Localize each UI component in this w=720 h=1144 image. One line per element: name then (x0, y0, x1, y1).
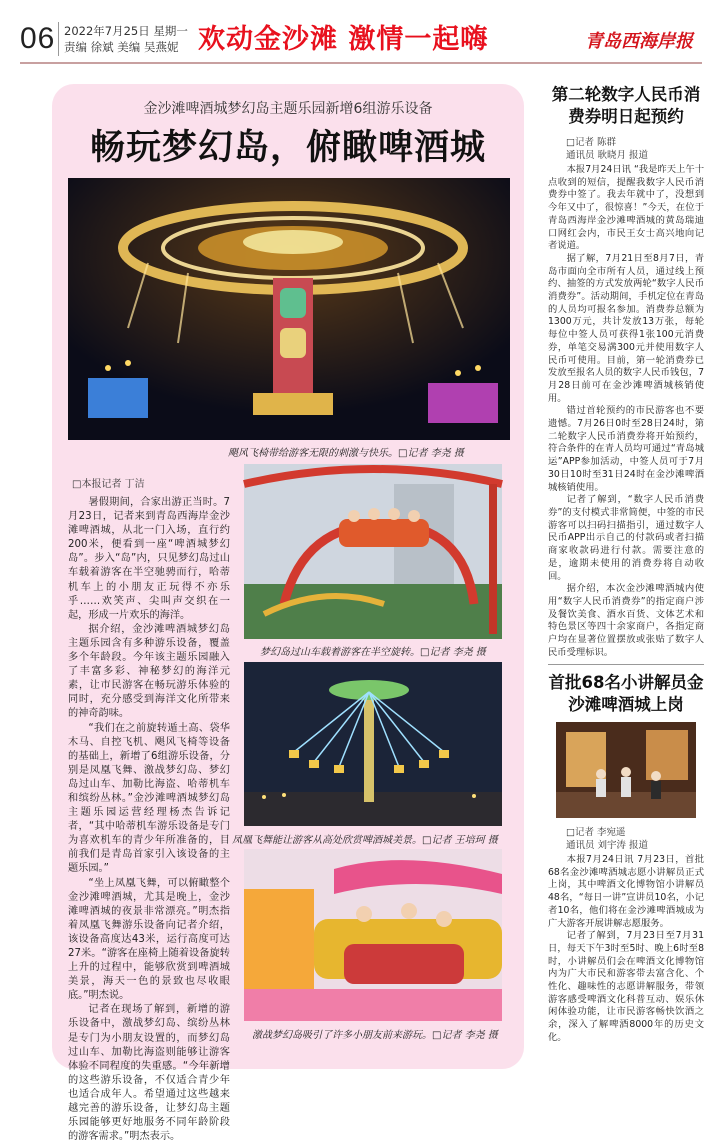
photo-roller-coaster (244, 464, 502, 639)
feature-panel (52, 84, 524, 1143)
article2-byline-correspondent: 通讯员 刘宇涛 报道 (566, 840, 649, 851)
article1-paragraph: 据介绍，本次金沙滩啤酒城内使用“数字人民币消费券”的指定商户涉及餐饮美食、酒水百货、文体艺术和特色景区等四十余家商户，各指定商户均在显著位置摆放或张贴了数字人民币受理标识。 (548, 583, 704, 658)
photo1-caption: 飓风飞椅带给游客无限的刺激与快乐。□记者 李尧 摄 (228, 448, 464, 459)
column-divider (548, 664, 704, 665)
article-digital-rmb (548, 84, 704, 659)
newspaper-masthead-logo: 青岛西海岸报 (585, 31, 693, 52)
article1-paragraph: 记者了解到，“数字人民币消费券”的支付模式非常简便，中签的市民游客可以扫码扫描指引，通过数字人民币APP出示自己的付款码或者扫描商家收款码进行付款。需要注意的是，逾期未使用的消费券将自动收回。 (548, 494, 704, 582)
article1-paragraph: 错过首轮预约的市民游客也不要遗憾。7月26日0时至28日24时，第二轮数字人民币消费券将开始预约，符合条件的在青人员均可通过“青岛城运”APP参加活动，中签人员可于7月30日10时至31日24时在金沙滩啤酒城核销使用。 (548, 405, 704, 493)
photo2-caption: 梦幻岛过山车载着游客在半空旋转。□记者 李尧 摄 (260, 647, 486, 658)
article1-headline: 第二轮数字人民币消费券明日起预约 (551, 85, 701, 126)
young-guides-illustration (556, 722, 696, 818)
date-line: 2022年7月25日 星期一 (64, 24, 188, 38)
article-young-guides (548, 672, 704, 1045)
photo-swing-ride (68, 178, 510, 440)
article2-paragraph: 本报7月24日讯 7月23日，首批68名金沙滩啤酒城志愿小讲解员正式上岗，其中啤酒文化博物馆小讲解员48名，“每日一讲”宣讲员10名，小记者10名，他们将在金沙滩啤酒城成为广大游客开展讲解志愿服务。 (548, 854, 704, 929)
photo3-caption: 凤凰飞舞能让游客从高处欣赏啤酒城美景。□记者 王培珂 摄 (232, 835, 498, 846)
article1-byline-reporter: □记者 陈群 (566, 137, 616, 148)
feature-paragraph: 记者在现场了解到，新增的游乐设备中，激战梦幻岛、缤纷丛林是专门为小朋友设置的，而梦幻岛过山车、加勒比海盗则能够让游客体验不同程度的失重感。“今年新增的这些游乐设备，不仅适合青少年也适合成年人。希望通过这些越来越完善的游乐设备，让梦幻岛主题乐园能够更好地服务不同年龄阶段的游客需求。”明杰表示。 (68, 1004, 230, 1143)
feature-paragraph: 暑假期间，合家出游正当时。7月23日，记者来到青岛西海岸金沙滩啤酒城，从北一门入场，直行约200米，便看到一座“啤酒城梦幻岛”。步入“岛”内，只见梦幻岛过山车载着游客在半空驰骋而行，哈蒂机车上的小朋友正玩得不亦乐乎……欢笑声、尖叫声交织在一起，形成一片欢乐的海洋。 (68, 497, 230, 621)
article1-byline-correspondent: 通讯员 耿晓月 报道 (566, 150, 649, 161)
feature-headline: 畅玩梦幻岛，俯瞰啤酒城 (89, 128, 486, 168)
feature-paragraph: 据介绍，金沙滩啤酒城梦幻岛主题乐园含有多种游乐设备，覆盖多个年龄段。今年该主题乐园融入了丰富多彩、神秘梦幻的海洋元素，让市民游客在畅玩游乐体验的同时，充分感受到海洋文化所带来的神奇韵味。 (68, 623, 230, 720)
roller-coaster-illustration (244, 464, 502, 639)
page-number: 06 (20, 22, 56, 55)
photo-flying-swing (244, 662, 502, 826)
feature-paragraph: “坐上凤凰飞舞，可以俯瞰整个金沙滩啤酒城，尤其是晚上，金沙滩啤酒城的夜景非常漂亮。”明杰指着凤凰飞舞游乐设备向记者介绍，该设备高度达43米，运行高度可达27米。“游客在座椅上随着设备旋转上升的过程中，能够欣赏到啤酒城美景，海天一色的景致也尽收眼底。”明杰说。 (68, 877, 230, 1002)
header-rule (20, 62, 702, 64)
flying-swing-illustration (244, 662, 502, 826)
photo-kids-ride (244, 849, 502, 1021)
header-meta (64, 23, 188, 55)
article1-paragraph: 本报7月24日讯 “我是昨天上午十点收到的短信，提醒我数字人民币消费券中签了。我去年就中了，没想到今年又中了，很惊喜！”今天，在位于青岛西海岸金沙滩啤酒城的黄岛瑞迪口网红会内，市民王女士高兴地向记者说道。 (548, 164, 704, 252)
feature-subtitle: 金沙滩啤酒城梦幻岛主题乐园新增6组游乐设备 (143, 101, 433, 117)
editors-line: 责编 徐斌 美编 吴燕妮 (64, 40, 179, 54)
article2-paragraph: 记者了解到，7月23日至7月31日，每天下午3时至5时、晚上6时至8时，小讲解员们会在啤酒文化博物馆内为广大市民和游客带去富含化、个性化、趣味性的志愿讲解服务，带领游客感受啤酒文化科普互动、娱乐休闲体验功能，让市民游客畅快饮酒之余，深入了解啤酒8000年的历史文化。 (548, 930, 704, 1043)
kids-ride-illustration (244, 849, 502, 1021)
feature-body (68, 496, 230, 1144)
feature-paragraph: “我们在之前旋转遁土高、袋华木马、自控飞机、飓风飞椅等设备的基础上，新增了6组游乐设备，分别是凤凰飞舞、激战梦幻岛、梦幻岛过山车、加勒比海盗、哈蒂机车和缤纷丛林。”金沙滩啤酒城梦幻岛主题乐园运营经理杨杰告诉记者，“其中哈蒂机车游乐设备是专门为喜欢机车的青少年所准备的，目前我们是青岛首家引入该设备的主题乐园。” (68, 722, 230, 875)
article1-paragraph: 据了解，7月21日至8月7日，青岛市面向全市所有人员，通过线上预约、抽签的方式发放两轮“数字人民币消费券”。活动期间，手机定位在青岛的人员均可报名参加。消费券总额为1300万元，共计发放13万张，每轮每位中签人员可获得1张100元消费券，单笔交易满300元并使用数字人民币可使用。目前，第一轮消费券已发放至报名人员的数字人民币钱包，7月28日前可在金沙滩啤酒城核销使用。 (548, 252, 704, 404)
photo-young-guides (556, 722, 696, 818)
section-slogan: 欢动金沙滩 激情一起嗨 (198, 24, 489, 55)
header-divider (58, 22, 59, 56)
swing-ride-illustration (68, 178, 510, 440)
article2-headline: 首批68名小讲解员金沙滩啤酒城上岗 (548, 673, 704, 714)
page-header (0, 0, 720, 62)
article2-byline-reporter: □记者 李宛遥 (566, 827, 626, 838)
photo4-caption: 激战梦幻岛吸引了许多小朋友前来游玩。□记者 李尧 摄 (252, 1030, 498, 1041)
feature-byline: □本报记者 丁洁 (72, 479, 145, 490)
